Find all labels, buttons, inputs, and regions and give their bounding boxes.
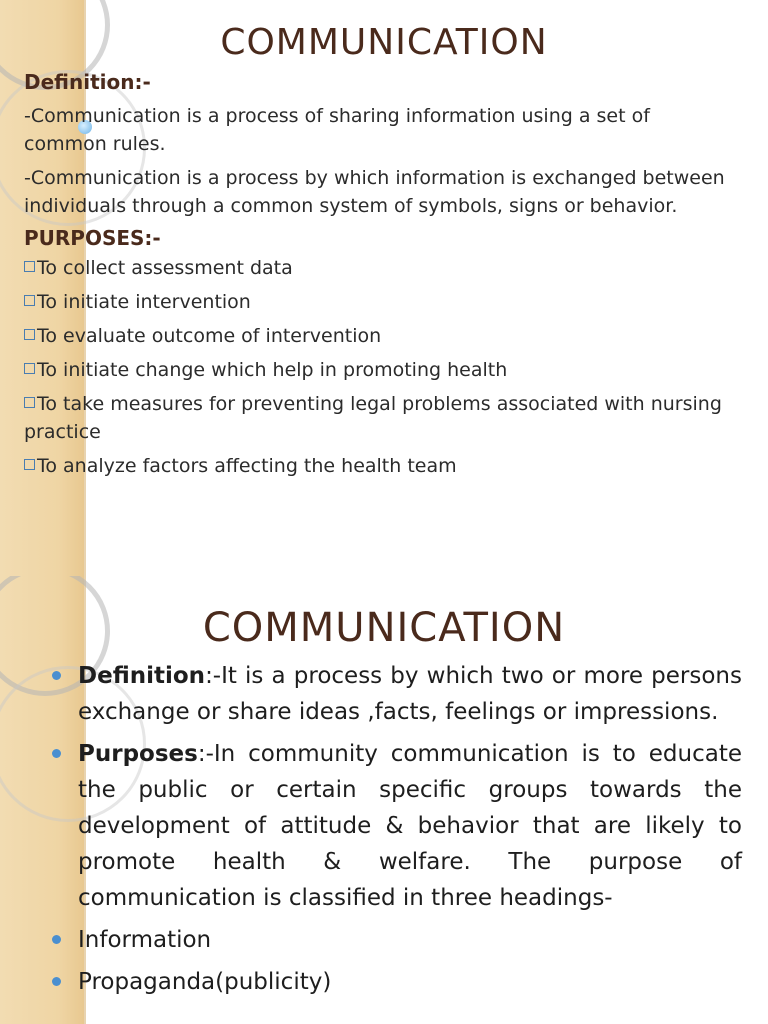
- list-item: [48, 922, 742, 958]
- bullet-text: :-In community communication is to educate the public or certain specific groups towards the development of attitude & behavior that are likely to promote health & welfare. The purpose of communication is classified in three headings-: [78, 741, 742, 911]
- purpose-item: To take measures for preventing legal problems associated with nursing practice: [24, 393, 722, 443]
- purpose-item: To evaluate outcome of intervention: [24, 322, 728, 350]
- checkbox-bullet-icon: [24, 295, 35, 306]
- bullet-dot-icon: [52, 749, 61, 758]
- purpose-item: To collect assessment data: [24, 254, 728, 282]
- purpose-item: To initiate intervention: [24, 288, 728, 316]
- purposes-list: [24, 254, 728, 480]
- purposes-heading: PURPOSES:-: [24, 226, 161, 250]
- slide-2-bullet-list: [48, 658, 742, 1006]
- bullet-dot-icon: [52, 671, 61, 680]
- definition-paragraph: -Communication is a process by which information is exchanged between individuals through a common system of symbols, signs or behavior.: [24, 167, 725, 217]
- slide-title: COMMUNICATION: [220, 22, 548, 63]
- bullet-lead: Purposes: [78, 741, 198, 767]
- bullet-dot-icon: [52, 977, 61, 986]
- bullet-text: Information: [78, 927, 212, 953]
- purpose-item: To analyze factors affecting the health team: [24, 452, 728, 480]
- checkbox-bullet-icon: [24, 363, 35, 374]
- bullet-text: Propaganda(publicity): [78, 969, 332, 995]
- checkbox-bullet-icon: [24, 261, 35, 272]
- bullet-lead: Definition: [78, 663, 206, 689]
- checkbox-bullet-icon: [24, 397, 35, 408]
- definition-section: [24, 70, 728, 480]
- definition-heading: Definition:-: [24, 70, 151, 94]
- bullet-dot-icon: [52, 935, 61, 944]
- list-item: [48, 736, 742, 916]
- bullet-text: :-It is a process by which two or more persons exchange or share ideas ,facts, feelings or impressions.: [78, 663, 742, 725]
- slide-title: COMMUNICATION: [202, 605, 566, 651]
- definition-paragraph: -Communication is a process of sharing information using a set of common rules.: [24, 105, 650, 155]
- checkbox-bullet-icon: [24, 329, 35, 340]
- list-item: [48, 658, 742, 730]
- purpose-item: To initiate change which help in promoting health: [24, 356, 728, 384]
- checkbox-bullet-icon: [24, 459, 35, 470]
- list-item: [48, 964, 742, 1000]
